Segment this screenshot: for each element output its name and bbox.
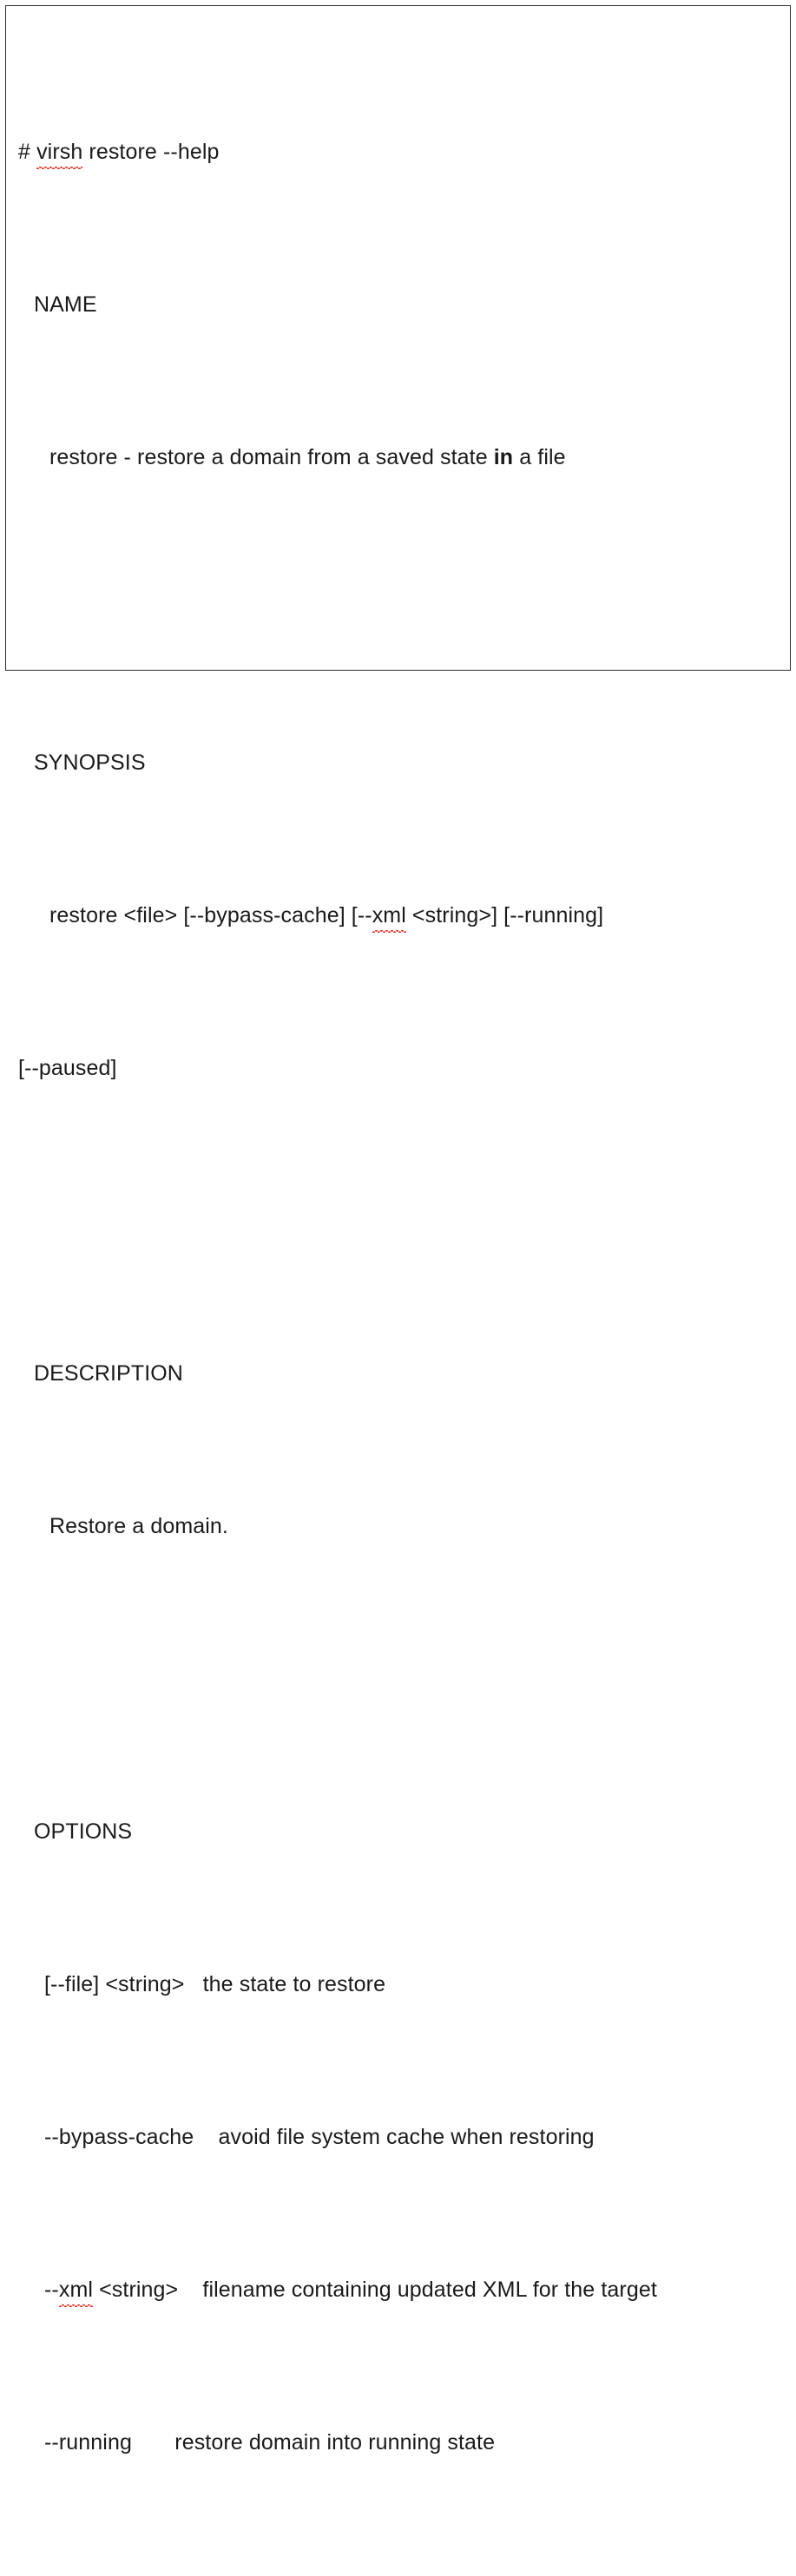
option-name-xml-post: <string> — [93, 2278, 179, 2302]
spacer-3 — [18, 1660, 781, 1698]
option-row-bypass-cache — [18, 2118, 781, 2156]
synopsis-line-2: [--paused] — [18, 1056, 117, 1080]
command-subcommand: restore — [89, 140, 157, 164]
option-desc-xml: filename containing updated XML for the target — [202, 2278, 657, 2302]
terminal-help-output-frame — [5, 5, 791, 2455]
description-text: Restore a domain. — [49, 1514, 228, 1538]
option-row-xml — [18, 2271, 781, 2309]
spacer-1 — [18, 591, 781, 629]
option-name-bypass-cache: --bypass-cache — [44, 2125, 194, 2149]
option-row-file — [18, 1965, 781, 2003]
option-name-file: [--file] <string> — [44, 1972, 185, 1996]
shell-prompt: # — [18, 140, 31, 164]
section-heading-options: OPTIONS — [34, 1819, 133, 1844]
name-desc-post: a file — [513, 445, 566, 469]
section-heading-description: DESCRIPTION — [34, 1361, 183, 1386]
section-heading-name: NAME — [34, 292, 97, 317]
synopsis-squiggle-xml: xml — [372, 896, 406, 934]
option-name-xml-squiggle: xml — [59, 2271, 93, 2309]
name-description-line — [18, 438, 781, 476]
name-desc-bold: in — [493, 445, 514, 469]
command-flag: --help — [162, 140, 220, 164]
option-desc-bypass-cache: avoid file system cache when restoring — [218, 2125, 595, 2149]
help-text-body — [6, 6, 790, 2576]
spacer-2 — [18, 1202, 781, 1240]
option-name-running: --running — [44, 2430, 132, 2455]
synopsis-post: <string>] [--running] — [405, 903, 604, 927]
option-name-xml-pre: -- — [44, 2278, 59, 2302]
option-desc-file: the state to restore — [202, 1972, 386, 1996]
command-line — [18, 133, 781, 171]
command-program: virsh — [36, 133, 82, 171]
option-row-running — [18, 2423, 781, 2461]
name-desc-pre: restore - restore a domain from a saved state — [49, 445, 494, 469]
option-desc-running: restore domain into running state — [174, 2430, 496, 2455]
synopsis-pre: restore <file> [--bypass-cache] [-- — [49, 903, 372, 927]
section-heading-synopsis: SYNOPSIS — [34, 751, 146, 775]
synopsis-line-1 — [18, 896, 781, 934]
